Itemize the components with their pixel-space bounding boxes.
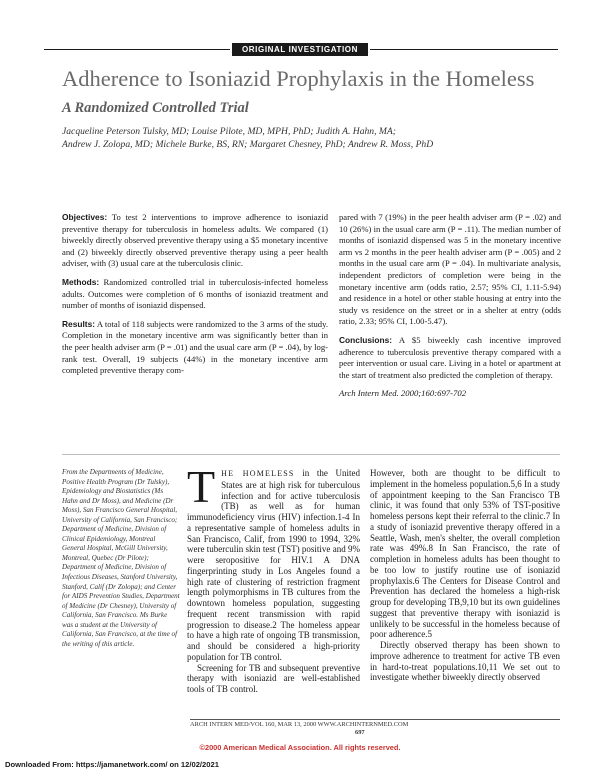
journal-footer: ARCH INTERN MED/VOL 160, MAR 13, 2000 WWW.ARCHINTERNMED.COM: [190, 721, 409, 728]
header-rule-right: [370, 49, 558, 50]
body-paragraph-4: Directly observed therapy has been shown to improve adherence to treatment for active TB even in hard-to-treat populations.10,11 We set out to investigate whether biweekly directly observed: [370, 640, 560, 683]
body-column-2: [370, 468, 560, 683]
footer-rule: [190, 719, 560, 720]
abstract-objectives: [62, 212, 328, 270]
drop-cap: T: [187, 461, 216, 512]
results-continued: pared with 7 (19%) in the peer health adviser arm (P = .02) and 10 (26%) in the usual care arm (P = .11). The median number of months of isoniazid dispensed was 5 in the monetary incentive arm vs 2 months in the peer health adviser arm (P = .005) and 2 months in the usual care arm (P = .04). In multivariate analysis, independent predictors of completion were being in the monetary incentive arm (odds ratio, 2.57; 95% CI, 1.11-5.94) and residence in a hotel or other stable housing at entry into the study vs residence on the street or in a shelter at entry (odds ratio, 2.33; 95% CI, 1.00-5.47).: [339, 212, 561, 327]
article-subtitle: A Randomized Controlled Trial: [62, 100, 249, 116]
author-line-1: Jacqueline Peterson Tulsky, MD; Louise Pilote, MD, MPH, PhD; Judith A. Hahn, MA;: [62, 126, 396, 137]
abstract-right-column: [339, 212, 561, 400]
lead-smallcaps: HE HOMELESS: [221, 469, 295, 478]
abstract-left-column: [62, 212, 328, 384]
methods-text: Randomized controlled trial in tuberculosis-infected homeless adults. Outcomes were completion of 6 months of isoniazid treatment and number of months of isoniazid dispensed.: [62, 276, 328, 311]
author-list: [62, 125, 562, 151]
results-text: A total of 118 subjects were randomized to the 3 arms of the study. Completion in the monetary incentive arm was significantly better than in the peer health adviser arm (P = .01) and the usual care arm (P = .04), by log-rank test. Overall, 19 subjects (44%) in the monetary incentive arm completed preventive therapy com-: [62, 318, 328, 376]
body-paragraph-1: [187, 461, 360, 663]
copyright-notice: ©2000 American Medical Association. All rights reserved.: [199, 743, 401, 752]
conclusions-text: A $5 biweekly cash incentive improved adherence to tuberculosis preventive therapy compared with a peer intervention or usual care. Living in a hotel or apartment at the start of treatment also predicted the completion of therapy.: [339, 334, 561, 380]
abstract-conclusions: [339, 335, 561, 381]
body-paragraph-3: However, both are thought to be difficult to implement in the homeless population.5,6 In a study of appointment keeping to the San Francisco TB clinic, it was found that only 53% of TST-positive homeless persons kept their referral to the clinic.7 In a study of isoniazid preventive therapy offered in a Seattle, Wash, men's shelter, the overall completion rate was 49%.8 In San Francisco, the rate of completion in homeless adults has been thought to be too low to justify routine use of isoniazid prophylaxis.6 The Centers for Disease Control and Prevention has declared the homeless a high-risk group for developing TB,9,10 but its own guidelines suggest that preventive therapy with isoniazid is unlikely to be successful in the homeless because of poor adherence.5: [370, 468, 560, 640]
paragraph-1-text: in the United States are at high risk for tuberculous infection and for active tuberculosis (TB) as well as for human immunodeficiency virus (HIV) infection.1-4 In a representative sample of homeless adults in San Francisco, Calif, from 1990 to 1994, 32% were tuberculin skin test (TST) positive and 9% were seropositive for HIV.1 A DNA fingerprinting study in Los Angeles found a high rate of clustering of restriction fragment length polymorphisms in TB cultures from the downtown homeless population, suggesting frequent recent transmission with rapid progression to disease.2 The homeless appear to have a high rate of ongoing TB transmission, and should be considered a high-priority population for TB control.: [187, 468, 360, 662]
section-divider: [62, 454, 560, 455]
page-number: 697: [355, 729, 365, 736]
article-title: Adherence to Isoniazid Prophylaxis in the Homeless: [62, 66, 535, 91]
author-line-2: Andrew J. Zolopa, MD; Michele Burke, BS, RN; Margaret Chesney, PhD; Andrew R. Moss, PhD: [62, 139, 434, 150]
body-paragraph-2: Screening for TB and subsequent preventive therapy with isoniazid are well-established tools of TB control.: [187, 662, 360, 694]
section-label: ORIGINAL INVESTIGATION: [232, 43, 368, 56]
affiliations: From the Departments of Medicine, Positive Health Program (Dr Tulsky), Epidemiology and Biostatistics (Ms Hahn and Dr Moss), and Medicine (Dr Moss), San Francisco General Hospital, University of California, San Francisco; Department of Medicine, Division of Clinical Epidemiology, Montreal General Hospital, McGill University, Montreal, Quebec (Dr Pilote); Department of Medicine, Division of Infectious Diseases, Stanford University, Stanford, Calif (Dr Zolopa); and Center for AIDS Prevention Studies, Department of Medicine (Dr Chesney), University of California, San Francisco. Ms Burke was a student at the University of California, San Francisco, at the time of the writing of this article.: [62, 468, 180, 648]
citation: Arch Intern Med. 2000;160:697-702: [339, 388, 467, 399]
objectives-label: Objectives:: [62, 212, 108, 222]
results-label: Results:: [62, 318, 96, 329]
abstract-methods: [62, 277, 328, 312]
body-column-1: [187, 461, 360, 695]
header-rule-left: [44, 49, 230, 50]
objectives-text: To test 2 interventions to improve adherence to isoniazid preventive therapy for tuberculosis in homeless adults. We compared (1) biweekly directly observed preventive therapy using a $5 monetary incentive and (2) biweekly directly observed preventive therapy using a peer health adviser, with (3) usual care at the tuberculosis clinic.: [62, 212, 328, 269]
methods-label: Methods:: [62, 276, 100, 287]
download-stamp: Downloaded From: https://jamanetwork.com/ on 12/02/2021: [5, 760, 219, 769]
abstract-results: [62, 319, 328, 377]
conclusions-label: Conclusions:: [339, 334, 393, 345]
